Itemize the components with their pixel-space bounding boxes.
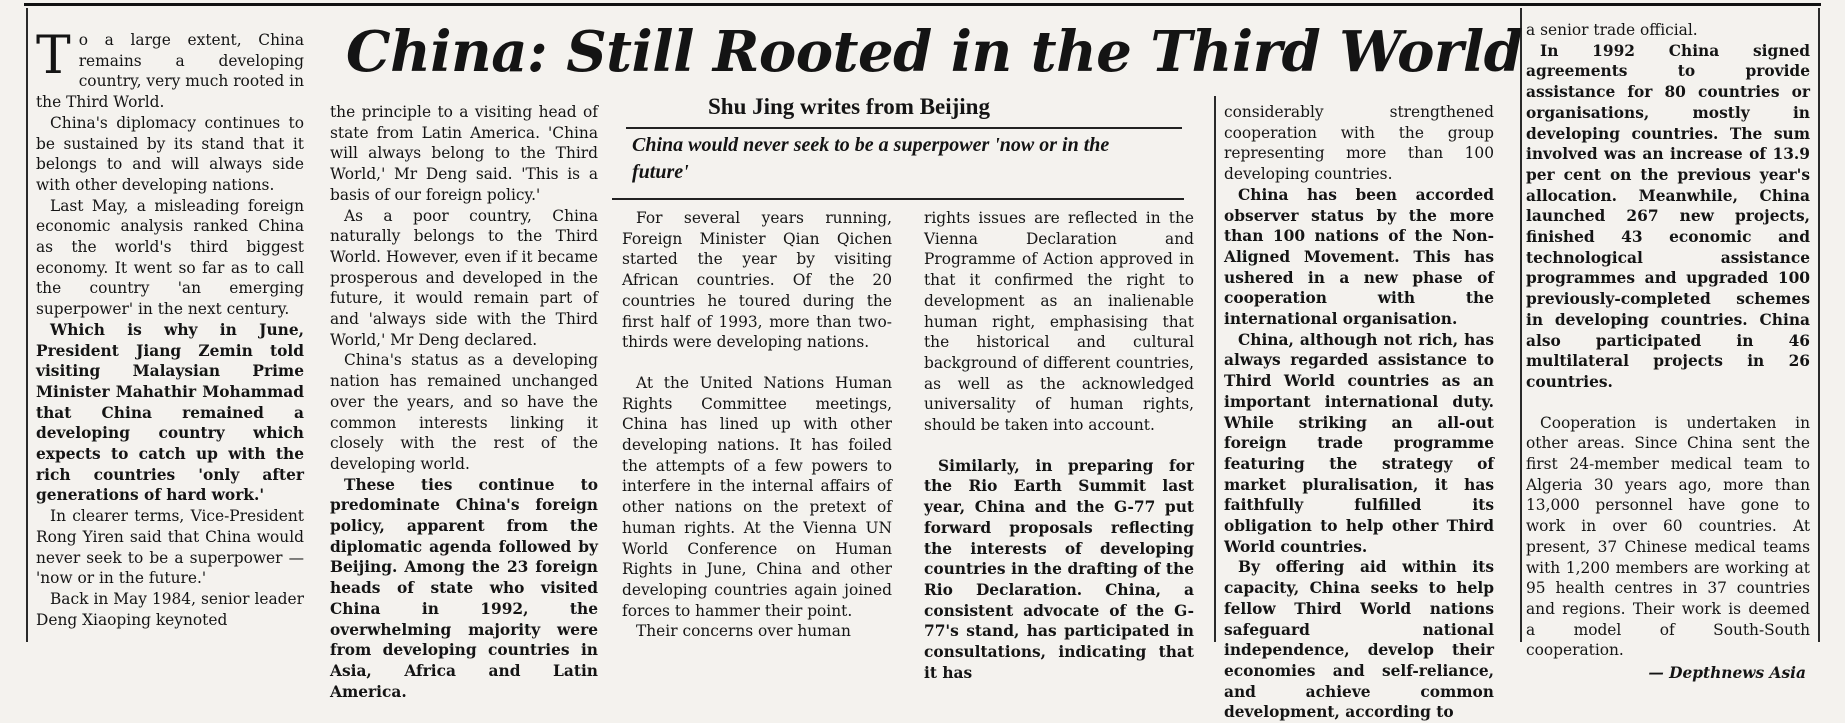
column-4 (924, 208, 1194, 682)
paragraph: By offering aid within its capacity, China seeks to help fellow Third World nations safeguard national independence, develop their economies and self-reliance, and achieve common development, according to (1224, 558, 1494, 722)
paragraph: China has been accorded observer status by the more than 100 nations of the Non-Aligned Movement. This has ushered in a new phase of cooperation with the international organisation. (1224, 185, 1494, 329)
paragraph: Last May, a misleading foreign economic analysis ranked China as the world's third biggest economy. It went so far as to call the country 'an emerging superpower' in the next century. (36, 196, 304, 319)
top-rule (24, 3, 1821, 6)
paragraph: China's diplomacy continues to be sustained by its stand that it belongs to and will always side with other developing nations. (36, 113, 304, 194)
paragraph: In clearer terms, Vice-President Rong Yiren said that China would never seek to be a superpower — 'now or in the future.' (36, 507, 304, 588)
column-rule (26, 8, 28, 642)
lead-paragraph: To a large extent, China remains a developing country, very much rooted in the Third World. (36, 26, 304, 112)
headline: China: Still Rooted in the Third World (346, 19, 1523, 85)
column-rule (1520, 8, 1522, 642)
paragraph: At the United Nations Human Rights Committee meetings, China has lined up with other developing nations. It has foiled the attempts of a few powers to interfere in the internal affairs of other nations on the pretext of human rights. At the Vienna UN World Conference on Human Rights in June, China and other developing countries again joined forces to hammer their point. (622, 373, 892, 620)
deck: China would never seek to be a superpower 'now or in the future' (632, 134, 1110, 183)
paragraph: These ties continue to predominate China's foreign policy, apparent from the diplomatic agenda followed by Beijing. Among the 23 foreign heads of state who visited China in 1992, the overwhelming majority were from developing countries in Asia, Africa and Latin America. (330, 475, 598, 701)
paragraph: Cooperation is undertaken in other areas. Since China sent the first 24-member medical team to Algeria 30 years ago, more than 13,000 personnel have gone to work in over 60 countries. At present, 37 Chinese medical teams with 1,200 members are working at 95 health centres in 37 countries and regions. Their work is deemed a model of South-South cooperation. (1526, 413, 1810, 660)
column-rule (1818, 8, 1820, 642)
paragraph: For several years running, Foreign Minister Qian Qichen started the year by visiting African countries. Of the 20 countries he toured during the first half of 1993, more than two-thirds were developing nations. (622, 209, 892, 352)
paragraph: China's status as a developing nation has remained unchanged over the years, and so have the common interests linking it closely with the rest of the developing world. (330, 351, 598, 473)
paragraph: Similarly, in preparing for the Rio Earth Summit last year, China and the G-77 put forward proposals reflecting the interests of developing countries in the drafting of the Rio Declaration. China, a consistent advocate of the G-77's stand, has participated in consultations, indicating that it has (924, 456, 1194, 682)
column-5 (1224, 102, 1494, 722)
paragraph: considerably strengthened cooperation with the group representing more than 100 developing countries. (1224, 103, 1494, 184)
drop-cap: T (36, 26, 71, 86)
paragraph: Back in May 1984, senior leader Deng Xiaoping keynoted (36, 589, 304, 629)
paragraph: a senior trade official. (1526, 21, 1698, 39)
paragraph: In 1992 China signed agreements to provide assistance for 80 countries or organisations, mostly in developing countries. The sum involved was an increase of 13.9 per cent on the previous year's allocation. Meanwhile, China launched 267 new projects, finished 43 economic and technological assistance programmes and upgraded 100 previously-completed schemes in developing countries. China also participated in 46 multilateral projects in 26 countries. (1526, 41, 1810, 391)
deck-rule (612, 198, 1184, 200)
credit-line: — Depthnews Asia (1648, 664, 1806, 683)
byline: Shu Jing writes from Beijing (708, 94, 990, 119)
paragraph: the principle to a visiting head of state from Latin America. 'China will always belong to the Third World,' Mr Deng said. 'This is a basis of our foreign policy.' (330, 103, 598, 204)
paragraph: Their concerns over human (636, 622, 851, 641)
column-rule (1214, 96, 1216, 642)
paragraph: China, although not rich, has always regarded assistance to Third World countries as an important international duty. While striking an all-out foreign trade programme featuring the strategy of market pluralisation, it has faithfully fulfilled its obligation to help other Third World countries. (1224, 330, 1494, 556)
paragraph: As a poor country, China naturally belongs to the Third World. However, even if it became prosperous and developed in the future, it would remain part of and 'always side with the Third World,' Mr Deng declared. (330, 206, 598, 349)
column-2 (330, 102, 598, 701)
column-1 (36, 26, 304, 644)
paragraph: Which is why in June, President Jiang Zemin told visiting Malaysian Prime Minister Mahathir Mohammad that China remained a developing country which expects to catch up with the rich countries 'only after generations of hard work.' (36, 320, 304, 505)
paragraph: rights issues are reflected in the Vienna Declaration and Programme of Action approved in that it confirmed the right to development as an inalienable human right, emphasising that the historical and cultural background of different countries, as well as the acknowledged universality of human rights, should be taken into account. (924, 209, 1194, 435)
column-3 (622, 208, 892, 644)
byline-rule (626, 127, 1182, 129)
column-6 (1526, 20, 1810, 683)
